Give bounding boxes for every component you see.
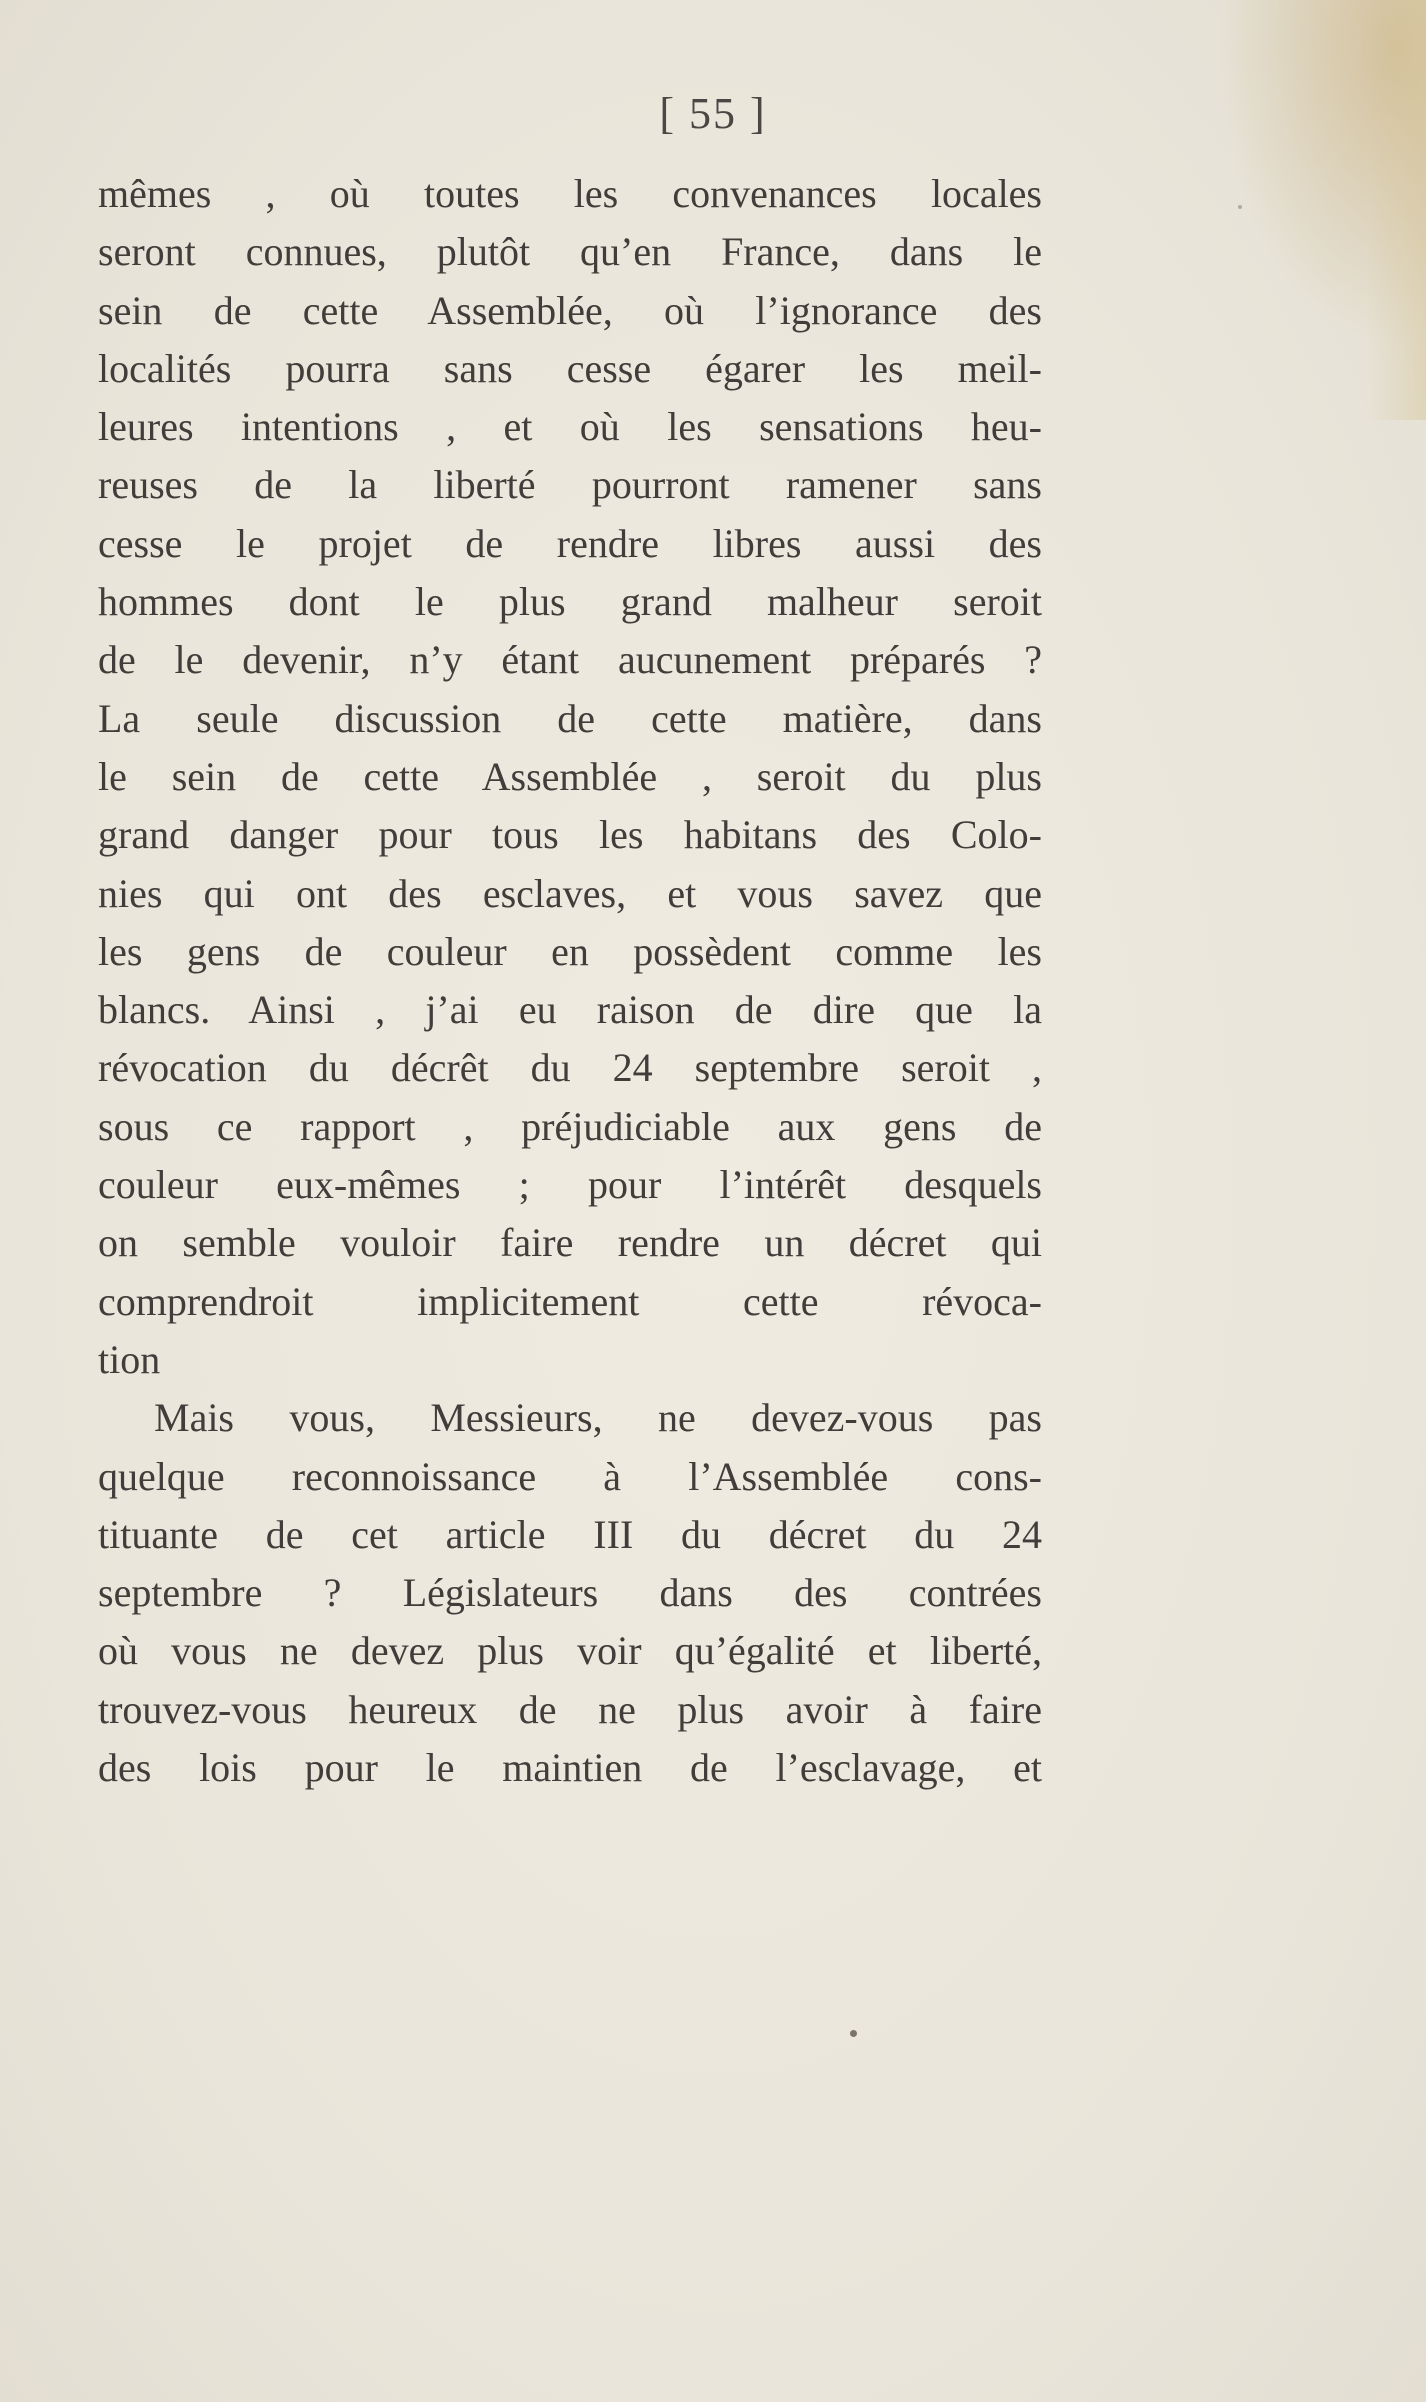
text-line: où vous ne devez plus voir qu’égalité et liberté, — [98, 1628, 1042, 1674]
text-line: révocation du décrêt du 24 septembre seroit , — [98, 1045, 1042, 1091]
paper-speck — [1238, 205, 1242, 209]
text-line: hommes dont le plus grand malheur seroit — [98, 579, 1042, 625]
text-line: sous ce rapport , préjudiciable aux gens de — [98, 1103, 1042, 1149]
text-line: leures intentions , et où les sensations heu- — [98, 404, 1042, 450]
text-line: localités pourra sans cesse égarer les meil- — [98, 345, 1042, 391]
paper-stain — [1366, 0, 1426, 420]
text-line: on semble vouloir faire rendre un décret qui — [98, 1220, 1042, 1266]
text-line: nies qui ont des esclaves, et vous savez que — [98, 870, 1042, 916]
paper-speck — [850, 2030, 857, 2037]
text-line: tion — [98, 1336, 161, 1382]
text-line: trouvez-vous heureux de ne plus avoir à faire — [98, 1686, 1042, 1732]
text-line: septembre ? Législateurs dans des contrées — [98, 1570, 1042, 1616]
text-line: blancs. Ainsi , j’ai eu raison de dire que la — [98, 987, 1042, 1033]
text-line: grand danger pour tous les habitans des Colo- — [98, 812, 1042, 858]
text-line: sein de cette Assemblée, où l’ignorance des — [98, 287, 1042, 333]
text-line: quelque reconnoissance à l’Assemblée cons- — [98, 1453, 1042, 1499]
text-line: mêmes , où toutes les convenances locales — [98, 171, 1042, 216]
text-line: reuses de la liberté pourront ramener sans — [98, 462, 1042, 508]
text-line: de le devenir, n’y étant aucunement préparés ? — [98, 637, 1042, 683]
text-line: couleur eux-mêmes ; pour l’intérêt desquels — [98, 1162, 1042, 1208]
text-line: le sein de cette Assemblée , seroit du plus — [98, 753, 1042, 799]
text-line: cesse le projet de rendre libres aussi des — [98, 520, 1042, 566]
page-number: [ 55 ] — [659, 89, 767, 138]
text-line: Mais vous, Messieurs, ne devez-vous pas — [154, 1395, 1042, 1441]
text-line: des lois pour le maintien de l’esclavage, et — [98, 1745, 1042, 1791]
text-line: seront connues, plutôt qu’en France, dans le — [98, 229, 1042, 275]
text-line: La seule discussion de cette matière, dans — [98, 695, 1042, 741]
text-line: les gens de couleur en possèdent comme les — [98, 928, 1042, 974]
text-line: tituante de cet article III du décret du 24 — [98, 1511, 1042, 1557]
body-text — [98, 165, 1042, 1797]
text-line: comprendroit implicitement cette révoca- — [98, 1278, 1042, 1324]
